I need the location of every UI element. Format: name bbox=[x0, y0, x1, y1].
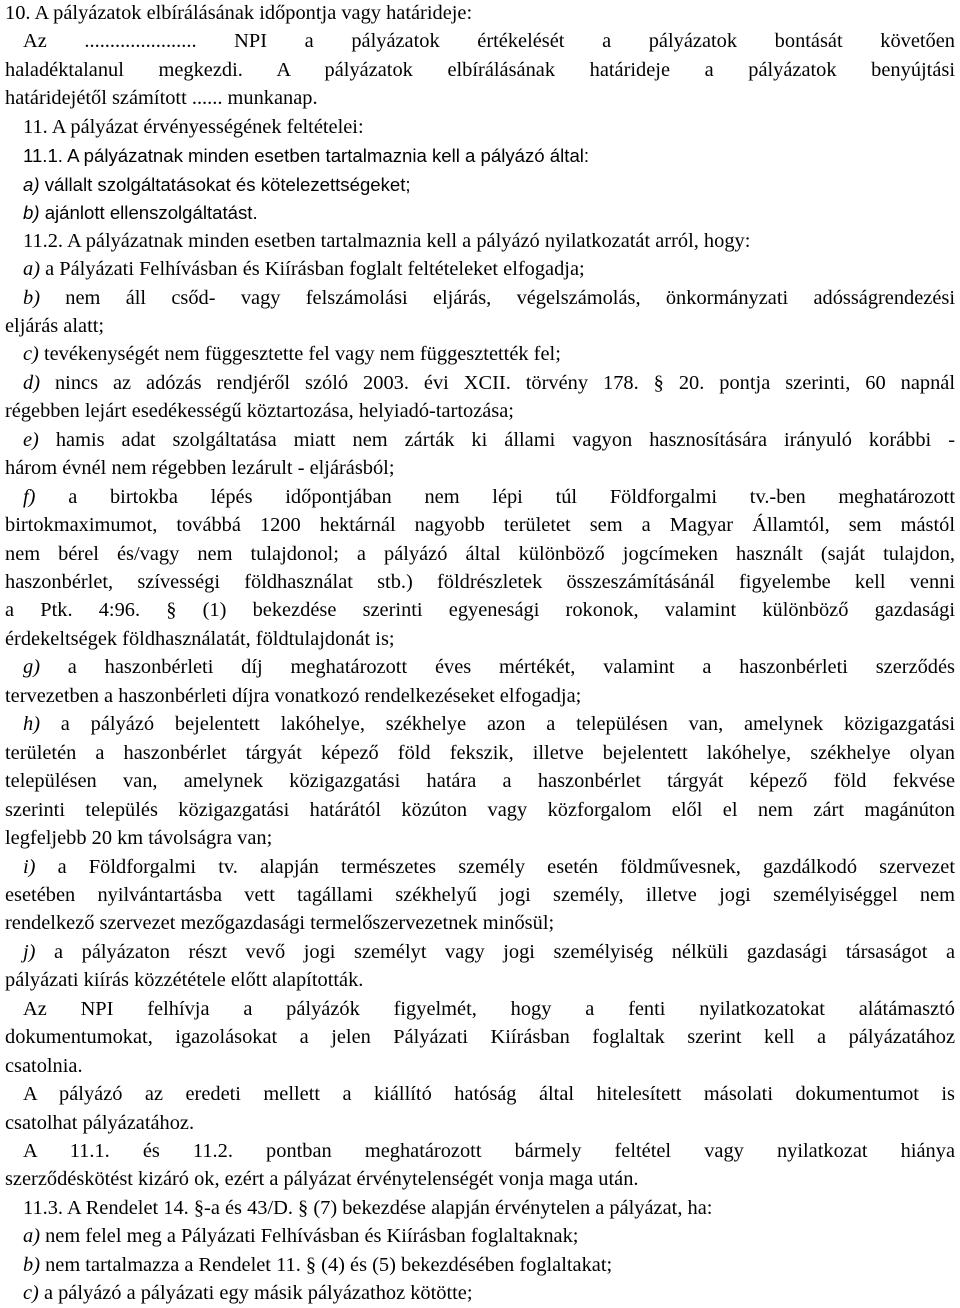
line-text: Az NPI felhívja a pályázók figyelmét, hogy a fenti nyilatkozatokat alátámasztó bbox=[23, 997, 955, 1020]
line-text: érdekeltségek földhasználatát, földtulajdonát is; bbox=[5, 627, 395, 650]
text-line bbox=[23, 198, 258, 227]
text-line bbox=[23, 1194, 712, 1223]
list-marker: b) bbox=[23, 202, 40, 224]
line-text: nem tartalmazza a Rendelet 11. § (4) és (5) bekezdésében foglaltakat; bbox=[40, 1253, 613, 1276]
text-line bbox=[23, 255, 585, 284]
text-line bbox=[5, 1165, 639, 1194]
text-line bbox=[23, 369, 955, 398]
line-text: régebben lejárt esedékességű köztartozása, helyiadó-tartozása; bbox=[5, 400, 514, 423]
text-line bbox=[5, 56, 955, 85]
list-marker: f) bbox=[23, 485, 36, 508]
text-line bbox=[5, 739, 955, 768]
list-marker: a) bbox=[23, 1225, 40, 1248]
line-text: haszonbérlet, szívességi földhasználat stb.) földrészletek összeszámításánál figyelembe kell venni bbox=[5, 571, 955, 593]
line-text: szerinti település közigazgatási határától közúton vagy közforgalom elől el nem zárt magánúton bbox=[5, 798, 955, 821]
line-text: csatolhat pályázatához. bbox=[5, 1111, 195, 1134]
list-marker: b) bbox=[23, 1253, 40, 1276]
text-line bbox=[23, 227, 750, 256]
text-line bbox=[5, 625, 395, 654]
list-marker: a) bbox=[23, 173, 40, 195]
text-line bbox=[23, 710, 955, 739]
line-text: a birtokba lépés időpontjában nem lépi túl Földforgalmi tv.-ben meghatározott bbox=[35, 485, 955, 508]
line-text: három évnél nem régebben lezárult - eljárásból; bbox=[5, 457, 395, 480]
text-line bbox=[5, 596, 955, 625]
text-line bbox=[5, 796, 955, 825]
list-marker: b) bbox=[23, 286, 40, 309]
text-line bbox=[5, 767, 955, 796]
line-text: csatolnia. bbox=[5, 1054, 83, 1077]
text-line bbox=[5, 568, 955, 597]
text-line bbox=[5, 824, 272, 853]
text-line bbox=[23, 1279, 473, 1308]
text-line bbox=[23, 1080, 955, 1109]
text-line bbox=[23, 426, 955, 455]
line-text: 10. A pályázatok elbírálásának időpontja vagy határideje: bbox=[5, 2, 473, 24]
text-line bbox=[5, 312, 104, 341]
text-line bbox=[23, 1137, 955, 1166]
text-line bbox=[5, 84, 318, 113]
line-text: 11.2. A pályázatnak minden esetben tartalmaznia kell a pályázó nyilatkozatát arról, hogy: bbox=[23, 229, 751, 252]
list-marker: g) bbox=[23, 656, 40, 679]
line-text: 11. A pályázat érvényességének feltételei: bbox=[23, 115, 364, 138]
text-line bbox=[23, 284, 955, 313]
text-line bbox=[23, 1251, 612, 1280]
line-text: nem áll csőd- vagy felszámolási eljárás, végelszámolás, önkormányzati adósságrendezési bbox=[40, 286, 955, 309]
line-text: a pályázaton részt vevő jogi személyt vagy jogi személyiség nélküli gazdasági társaságot a bbox=[35, 940, 955, 963]
text-line bbox=[5, 1023, 955, 1052]
line-text: Az ...................... NPI a pályázatok értékelését a pályázatok bontását követően bbox=[23, 30, 955, 53]
line-text: A 11.1. és 11.2. pontban meghatározott bármely feltétel vagy nyilatkozat hiánya bbox=[23, 1140, 955, 1162]
text-line bbox=[23, 653, 955, 682]
text-line bbox=[5, 909, 554, 938]
line-text: ajánlott ellenszolgáltatást. bbox=[39, 202, 258, 224]
text-line bbox=[23, 141, 589, 170]
list-marker: e) bbox=[23, 428, 39, 451]
line-text: területén a haszonbérlet tárgyát képező föld fekszik, illetve bejelentett lakóhelye, székhelye olyan bbox=[5, 741, 955, 764]
line-text: legfeljebb 20 km távolságra van; bbox=[5, 827, 273, 850]
line-text: pályázati kiírás közzététele előtt alapították. bbox=[5, 969, 364, 992]
text-line bbox=[5, 1109, 194, 1138]
line-text: eljárás alatt; bbox=[5, 314, 105, 337]
text-line bbox=[23, 27, 955, 56]
list-marker: j) bbox=[23, 940, 36, 963]
text-line bbox=[23, 853, 955, 882]
text-line bbox=[5, 1052, 83, 1081]
line-text: szerződéskötést kizáró ok, ezért a pályázat érvénytelenségét vonja maga után. bbox=[5, 1168, 639, 1191]
text-line bbox=[5, 0, 472, 28]
text-line bbox=[5, 540, 955, 569]
line-text: a pályázó a pályázati egy másik pályázathoz kötötte; bbox=[38, 1282, 473, 1305]
text-line bbox=[23, 938, 955, 967]
line-text: a haszonbérleti díj meghatározott éves mértékét, valamint a haszonbérleti szerződés bbox=[40, 656, 955, 679]
line-text: hamis adat szolgáltatása miatt nem zárták ki állami vagyon hasznosítására irányuló korábbi - bbox=[38, 428, 955, 451]
line-text: a Ptk. 4:96. § (1) bekezdése szerinti egyenesági rokonok, valamint különböző gazdasági bbox=[5, 599, 955, 622]
line-text: 11.1. A pályázatnak minden esetben tartalmaznia kell a pályázó által: bbox=[23, 145, 590, 167]
text-line bbox=[5, 966, 363, 995]
text-line bbox=[23, 170, 411, 199]
text-line bbox=[5, 881, 955, 910]
line-text: nem bérel és/vagy nem tulajdonol; a pályázó által különböző jogcímeken használt (saját tulajdon, bbox=[5, 542, 955, 565]
text-line bbox=[23, 340, 561, 369]
text-line bbox=[5, 682, 581, 711]
line-text: A pályázó az eredeti mellett a kiállító hatóság által hitelesített másolati dokumentumot is bbox=[23, 1083, 955, 1106]
line-text: vállalt szolgáltatásokat és kötelezettségeket; bbox=[39, 173, 411, 195]
line-text: esetében nyilvántartásba vett tagállami székhelyű jogi személy, illetve jogi személyiséggel nem bbox=[5, 883, 955, 906]
list-marker: d) bbox=[23, 371, 40, 394]
text-line bbox=[5, 397, 514, 426]
text-line bbox=[23, 1222, 578, 1251]
line-text: birtokmaximumot, továbbá 1200 hektárnál nagyobb területet sem a Magyar Államtól, sem mástól bbox=[5, 514, 955, 537]
line-text: a pályázó bejelentett lakóhelye, székhelye azon a településen van, amelynek közigazgatási bbox=[40, 713, 955, 736]
text-line bbox=[23, 483, 955, 512]
list-marker: c) bbox=[23, 1282, 39, 1305]
list-marker: c) bbox=[23, 343, 39, 366]
list-marker: a) bbox=[23, 258, 40, 281]
text-line bbox=[23, 995, 955, 1024]
list-marker: i) bbox=[23, 855, 36, 878]
line-text: nincs az adózás rendjéről szóló 2003. évi XCII. törvény 178. § 20. pontja szerinti, 60 napnál bbox=[40, 371, 955, 394]
line-text: településen van, amelynek közigazgatási határa a haszonbérlet tárgyát képező föld fekvése bbox=[5, 770, 955, 793]
text-line bbox=[5, 454, 395, 483]
line-text: tevékenységét nem függesztette fel vagy nem függesztették fel; bbox=[38, 343, 561, 366]
line-text: haladéktalanul megkezdi. A pályázatok elbírálásának határideje a pályázatok benyújtási bbox=[5, 58, 955, 81]
line-text: tervezetben a haszonbérleti díjra vonatkozó rendelkezéseket elfogadja; bbox=[5, 684, 582, 707]
line-text: dokumentumokat, igazolásokat a jelen Pályázati Kiírásban foglaltak szerint kell a pályázatához bbox=[5, 1026, 955, 1049]
line-text: a Pályázati Felhívásban és Kiírásban foglalt feltételeket elfogadja; bbox=[40, 258, 585, 281]
line-text: nem felel meg a Pályázati Felhívásban és Kiírásban foglaltaknak; bbox=[40, 1225, 579, 1248]
line-text: rendelkező szervezet mezőgazdasági termelőszervezetnek minősül; bbox=[5, 912, 555, 935]
line-text: a Földforgalmi tv. alapján természetes személy esetén földművesnek, gazdálkodó szervezet bbox=[35, 855, 955, 878]
line-text: határidejétől számított ...... munkanap. bbox=[5, 87, 318, 110]
text-line bbox=[23, 113, 364, 142]
text-line bbox=[5, 511, 955, 540]
line-text: 11.3. A Rendelet 14. §-a és 43/D. § (7) bekezdése alapján érvénytelen a pályázat, ha: bbox=[23, 1196, 713, 1219]
list-marker: h) bbox=[23, 713, 40, 736]
